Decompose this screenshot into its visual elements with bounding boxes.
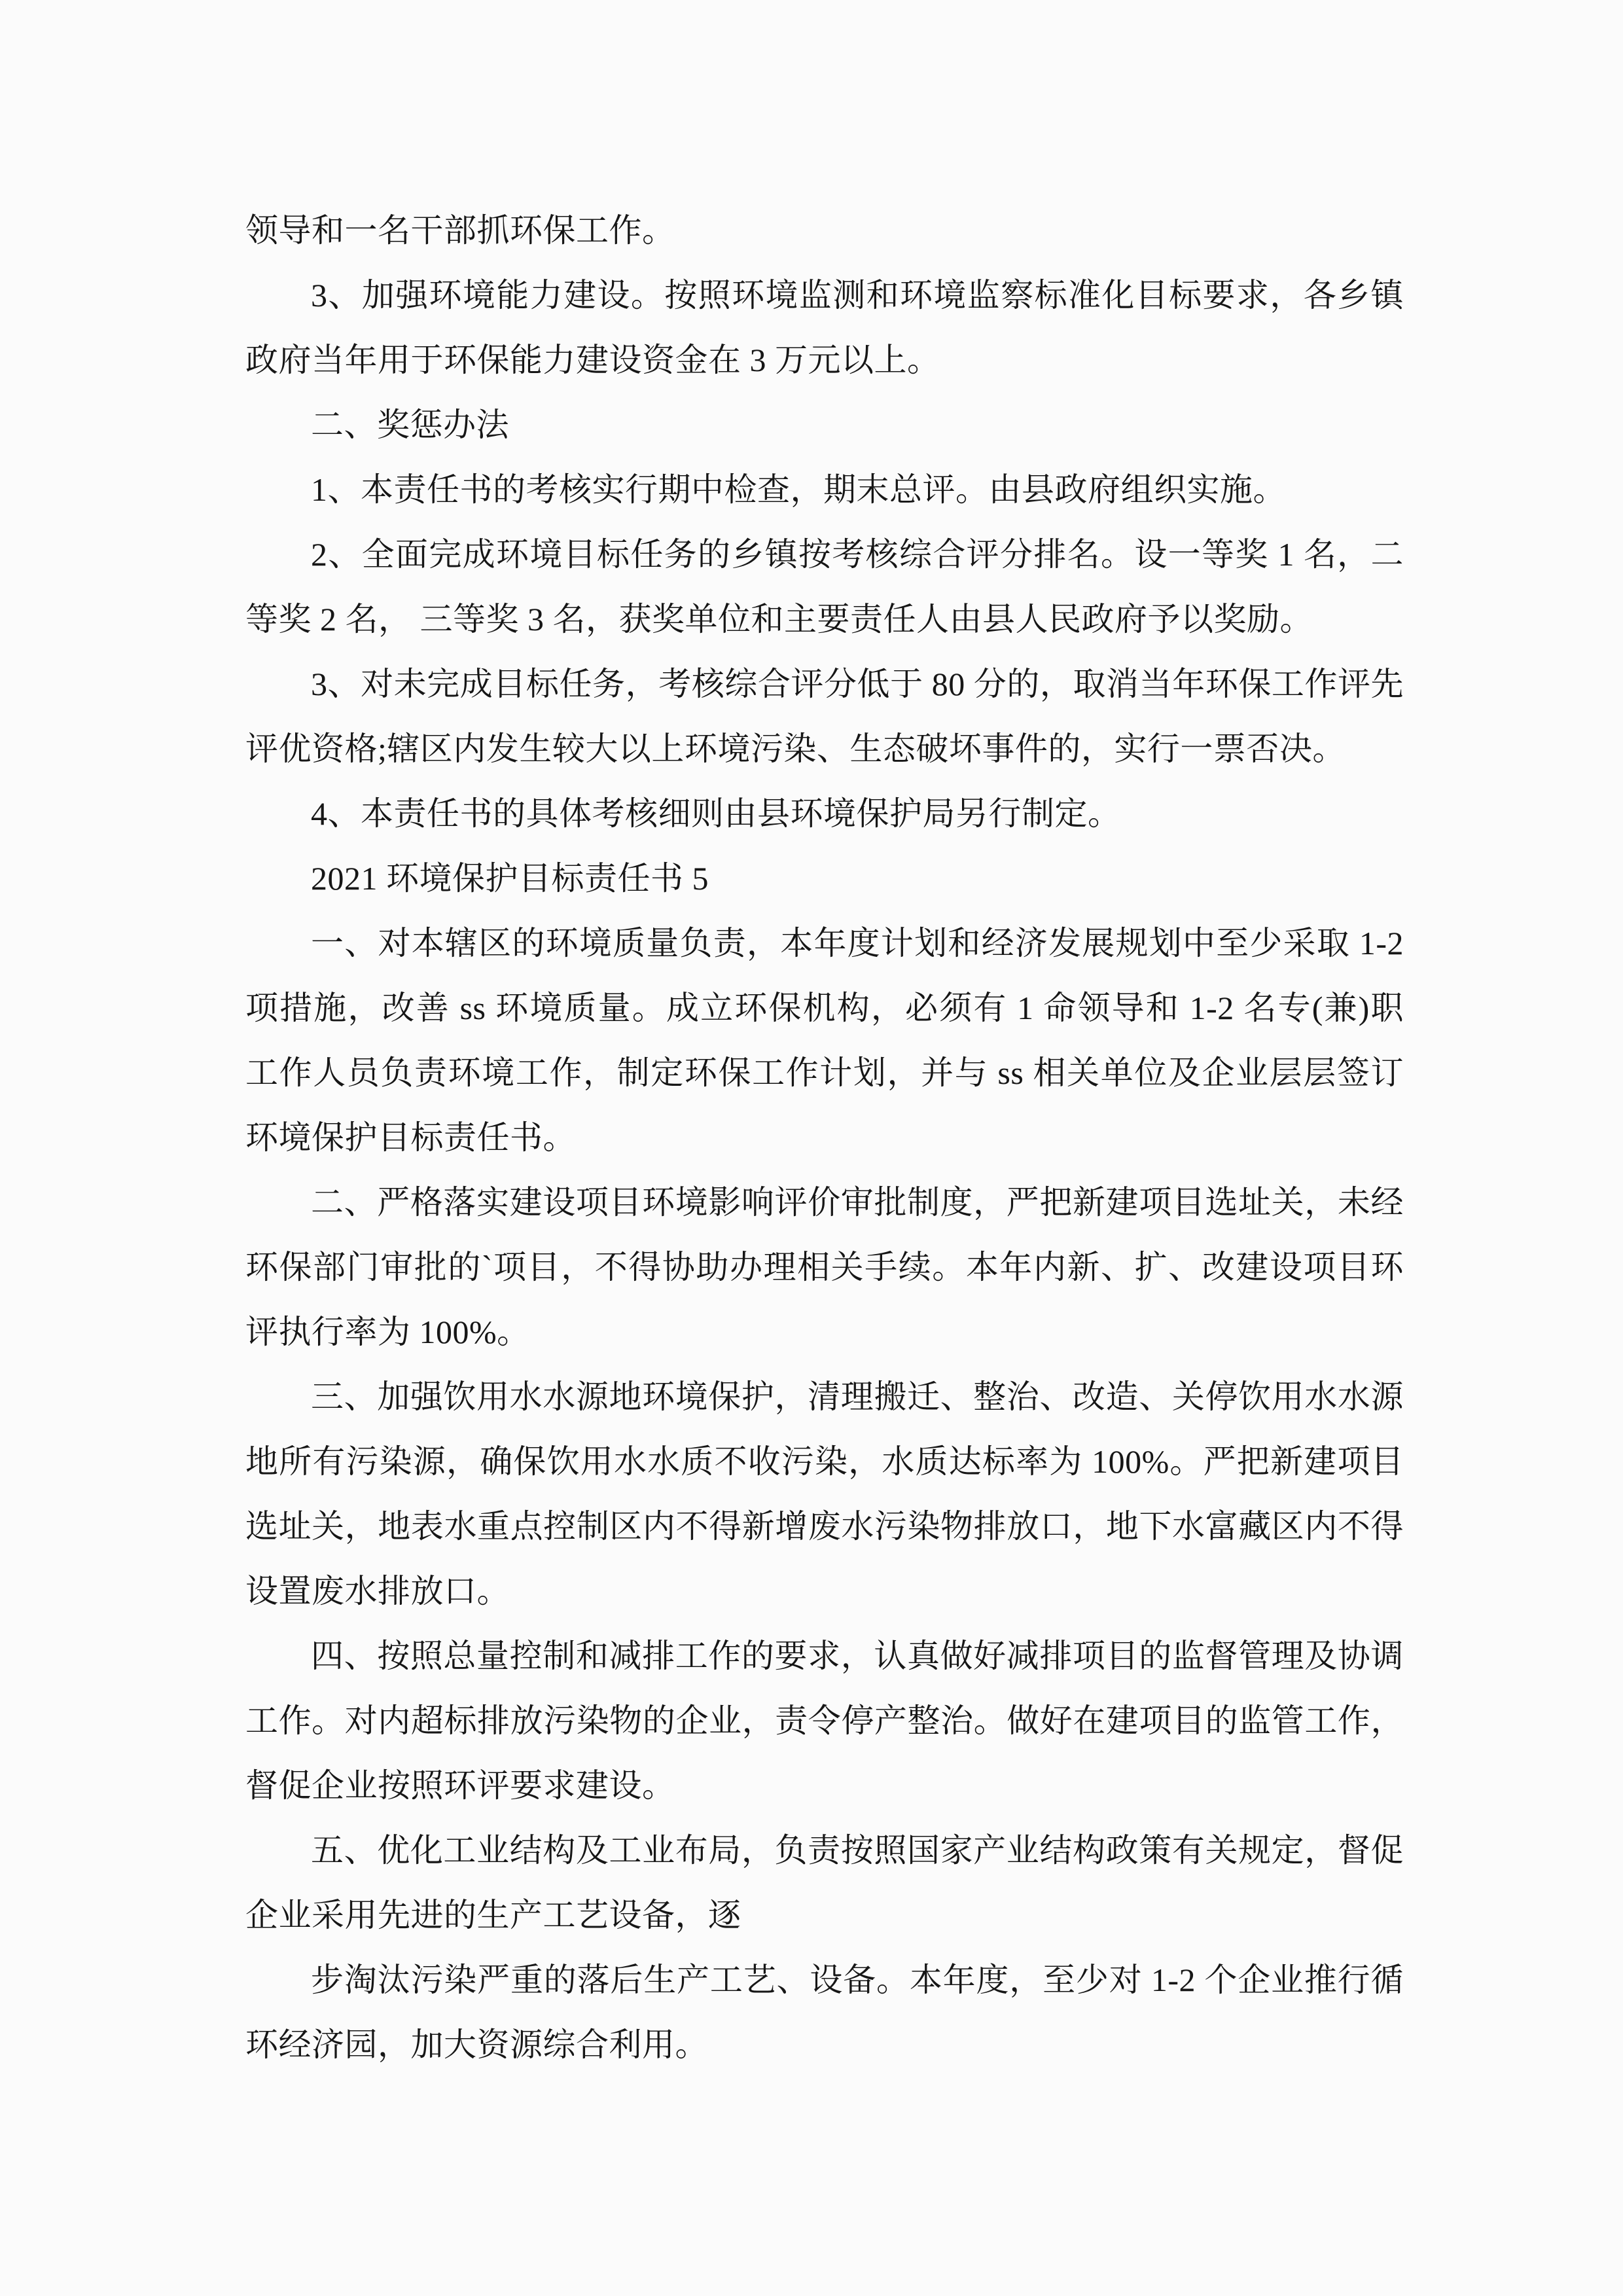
text-line: 评执行率为 100%。 (245, 1314, 530, 1350)
text-line: 环保部门审批的`项目，不得协助办理相关手续。本年内新、扩、改建设项目环 (245, 1249, 1404, 1285)
text-line: 企业采用先进的生产工艺设备，逐 (245, 1897, 741, 1933)
text-line: 二、严格落实建设项目环境影响评价审批制度，严把新建项目选址关，未经 (311, 1184, 1404, 1221)
text-line: 评优资格;辖区内发生较大以上环境污染、生态破坏事件的，实行一票否决。 (245, 730, 1346, 767)
text-line: 等奖 2 名， 三等奖 3 名，获奖单位和主要责任人由县人民政府予以奖励。 (245, 601, 1313, 637)
text-line: 政府当年用于环保能力建设资金在 3 万元以上。 (245, 342, 940, 378)
text-line: 地所有污染源，确保饮用水水质不收污染，水质达标率为 100%。严把新建项目 (245, 1443, 1404, 1480)
text-line: 2、全面完成环境目标任务的乡镇按考核综合评分排名。设一等奖 1 名，二 (311, 536, 1404, 573)
text-line: 3、对未完成目标任务，考核综合评分低于 80 分的，取消当年环保工作评先 (311, 666, 1404, 702)
document-body (245, 198, 1404, 2077)
text-line: 二、奖惩办法 (311, 406, 509, 443)
text-line: 工作。对内超标排放污染物的企业，责令停产整治。做好在建项目的监管工作， (245, 1702, 1404, 1739)
text-line: 环经济园，加大资源综合利用。 (245, 2026, 708, 2063)
text-line: 四、按照总量控制和减排工作的要求，认真做好减排项目的监督管理及协调 (311, 1638, 1404, 1674)
text-line: 五、优化工业结构及工业布局，负责按照国家产业结构政策有关规定，督促 (311, 1832, 1404, 1869)
text-line: 三、加强饮用水水源地环境保护，清理搬迁、整治、改造、关停饮用水水源 (311, 1378, 1404, 1415)
text-line: 工作人员负责环境工作，制定环保工作计划，并与 ss 相关单位及企业层层签订 (245, 1054, 1404, 1091)
text-line: 督促企业按照环评要求建设。 (245, 1767, 675, 1804)
text-line: 环境保护目标责任书。 (245, 1119, 576, 1156)
text-line: 项措施，改善 ss 环境质量。成立环保机构，必须有 1 命领导和 1-2 名专(兼)职 (245, 990, 1404, 1026)
text-line: 3、加强环境能力建设。按照环境监测和环境监察标准化目标要求，各乡镇 (311, 277, 1404, 314)
text-line: 一、对本辖区的环境质量负责，本年度计划和经济发展规划中至少采取 1-2 (311, 925, 1404, 961)
text-line: 设置废水排放口。 (245, 1573, 510, 1609)
text-line: 选址关，地表水重点控制区内不得新增废水污染物排放口，地下水富藏区内不得 (245, 1508, 1404, 1545)
text-line: 步淘汰污染严重的落后生产工艺、设备。本年度，至少对 1-2 个企业推行循 (311, 1962, 1404, 1998)
text-line: 1、本责任书的考核实行期中检查，期末总评。由县政府组织实施。 (311, 471, 1286, 508)
text-line: 领导和一名干部抓环保工作。 (245, 212, 675, 249)
text-line: 4、本责任书的具体考核细则由县环境保护局另行制定。 (311, 795, 1121, 832)
text-line: 2021 环境保护目标责任书 5 (311, 860, 709, 897)
